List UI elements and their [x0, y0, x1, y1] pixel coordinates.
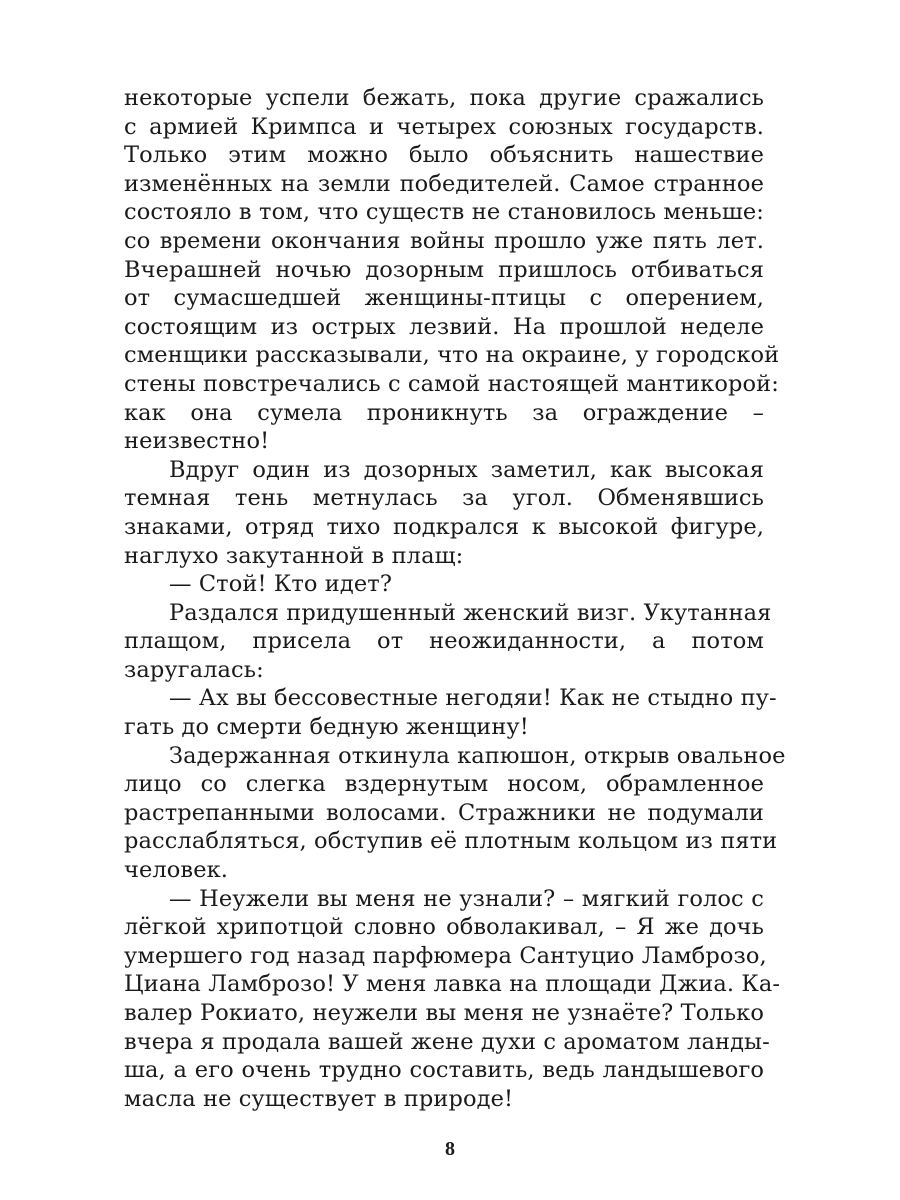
page-number: 8: [445, 1138, 455, 1160]
text-line: Вдруг один из дозорных заметил, как высокая: [169, 456, 764, 483]
page-body: [124, 84, 786, 1113]
text-line: расслабляться, обступив её плотным кольцом из пяти: [124, 828, 778, 855]
text-line: лицо со слегка вздернутым носом, обрамленное: [124, 771, 764, 798]
text-line: неизвестно!: [124, 428, 270, 455]
text-line: Вчерашней ночью дозорным пришлось отбиваться: [124, 256, 764, 283]
text-line: от сумасшедшей женщины-птицы с оперением,: [124, 285, 764, 312]
text-line: лёгкой хрипотцой словно обволакивал, – Я же дочь: [124, 914, 764, 941]
text-line: со времени окончания войны прошло уже пять лет.: [124, 227, 764, 254]
text-line: как она сумела проникнуть за ограждение –: [124, 399, 764, 426]
text-line: валер Рокиато, неужели вы меня не узнаёте? Только: [124, 1000, 764, 1026]
text-line: умершего год назад парфюмера Сантуцио Ламброзо,: [124, 942, 767, 969]
text-line: Только этим можно было объяснить нашествие: [124, 142, 764, 169]
text-line: растрепанными волосами. Стражники не подумали: [124, 799, 764, 826]
text-line: знаками, отряд тихо подкрался к высокой фигуре,: [124, 513, 764, 540]
text-line: человек.: [124, 857, 229, 884]
text-line: ша, а его очень трудно составить, ведь ландышевого: [124, 1057, 764, 1084]
text-line: — Стой! Кто идет?: [169, 571, 392, 598]
text-line: вчера я продала вашей жене духи с ароматом ланды-: [124, 1028, 770, 1055]
text-line: масла не существует в природе!: [124, 1085, 514, 1112]
text-line: — Неужели вы меня не узнали? – мягкий голос с: [169, 885, 764, 912]
text-line: Циана Ламброзо! У меня лавка на площади Джиа. Ка-: [124, 971, 781, 998]
text-line: изменённых на земли победителей. Самое странное: [124, 170, 764, 197]
text-line: с армией Кримпса и четырех союзных государств.: [124, 113, 764, 140]
text-line: состоящим из острых лезвий. На прошлой неделе: [124, 313, 764, 340]
text-line: состояло в том, что существ не становилось меньше:: [124, 199, 764, 226]
text-line: некоторые успели бежать, пока другие сражались: [124, 85, 764, 111]
text-line: плащом, присела от неожиданности, а потом: [124, 628, 764, 655]
text-line: — Ах вы бессовестные негодяи! Как не стыдно пу-: [169, 685, 777, 712]
text-line: темная тень метнулась за угол. Обменявшись: [124, 485, 764, 512]
text-line: Задержанная откинула капюшон, открыв овальное: [169, 742, 786, 769]
text-line: стены повстречались с самой настоящей мантикорой:: [124, 370, 779, 397]
text-line: сменщики рассказывали, что на окраине, у городской: [124, 342, 780, 369]
text-line: заругалась:: [124, 656, 264, 683]
text-line: Раздался придушенный женский визг. Укутанная: [169, 599, 772, 626]
text-line: гать до смерти бедную женщину!: [124, 714, 529, 741]
text-line: наглухо закутанной в плащ:: [124, 542, 464, 569]
